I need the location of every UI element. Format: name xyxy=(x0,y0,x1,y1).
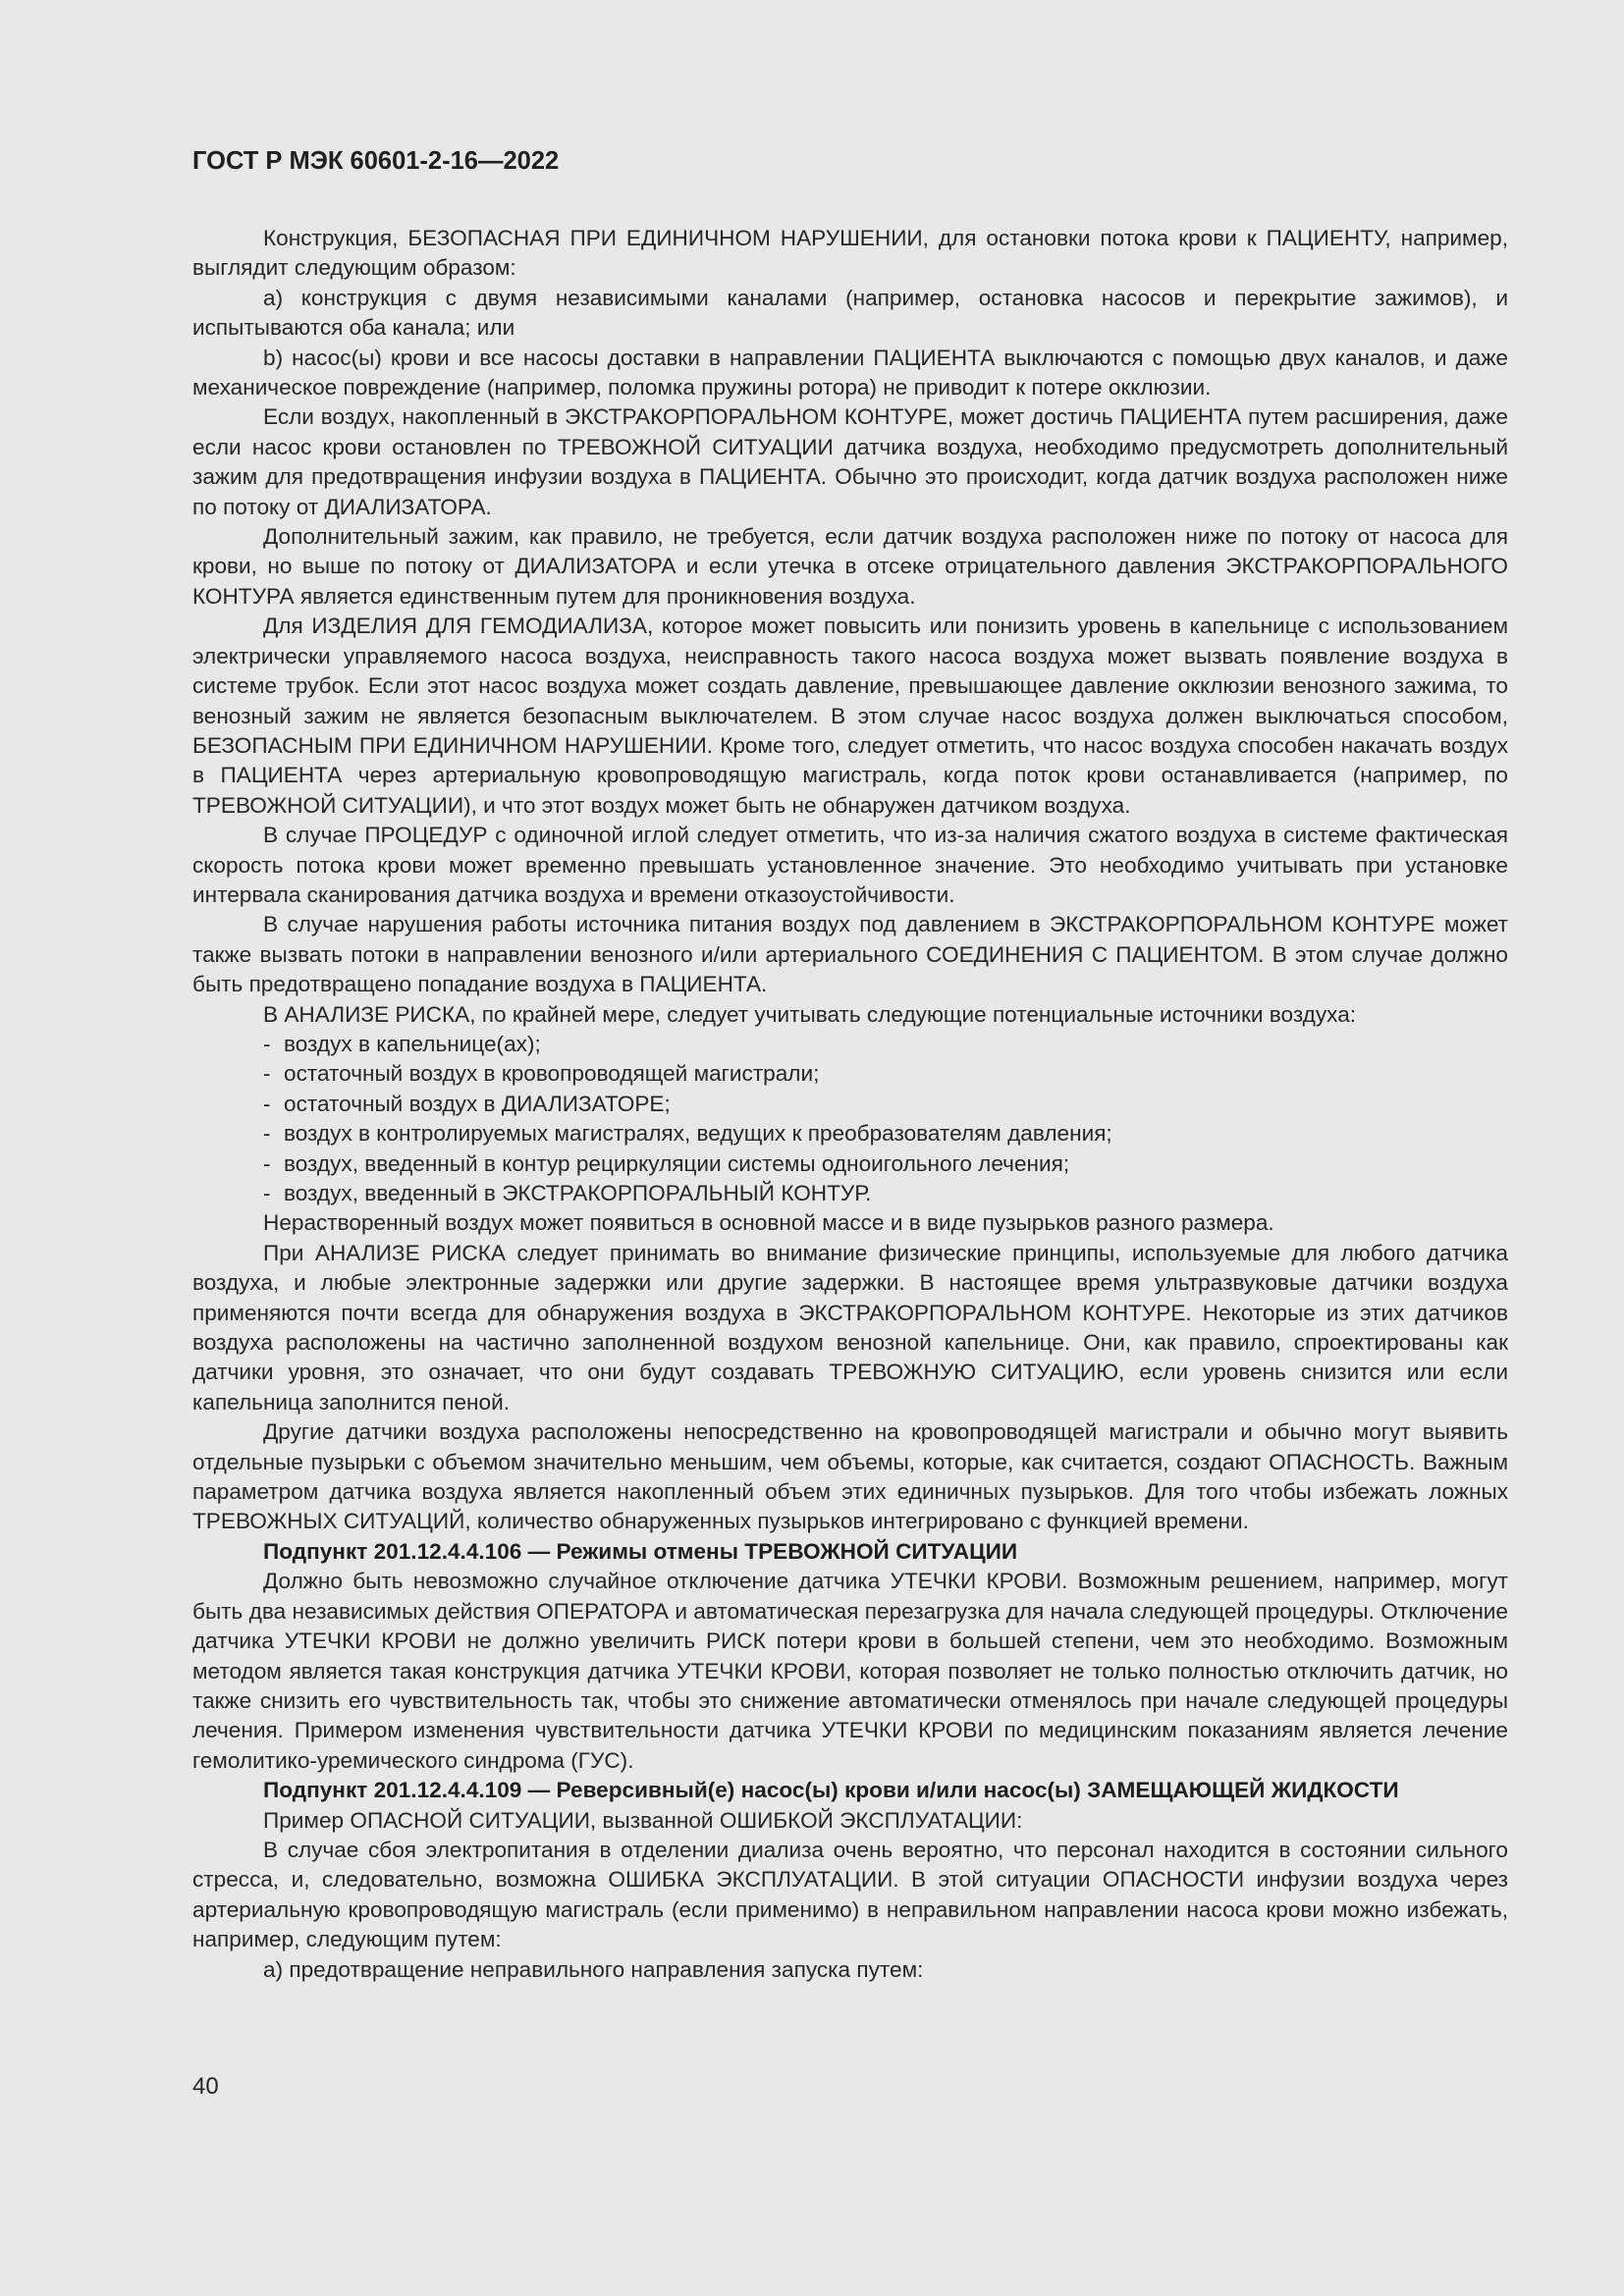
paragraph: b) насос(ы) крови и все насосы доставки в направлении ПАЦИЕНТА выключаются с помощью двух каналов, и даже механическое повреждение (например, поломка пружины ротора) не приводит к потере окклюзии. xyxy=(192,345,1508,400)
document-header: ГОСТ Р МЭК 60601-2-16—2022 xyxy=(192,147,560,175)
paragraph: Нерастворенный воздух может появиться в основной массе и в виде пузырьков разного размера. xyxy=(263,1210,1274,1236)
paragraph: Если воздух, накопленный в ЭКСТРАКОРПОРАЛЬНОМ КОНТУРЕ, может достичь ПАЦИЕНТА путем расширения, даже если насос крови остановлен по ТРЕВОЖНОЙ СИТУАЦИИ датчика воздуха, необходимо предусмотреть дополнительный зажим для предотвращения инфузии воздуха в ПАЦИЕНТА. Обычно это происходит, когда датчик воздуха расположен ниже по потоку от ДИАЛИЗАТОРА. xyxy=(192,404,1508,519)
paragraph: Пример ОПАСНОЙ СИТУАЦИИ, вызванной ОШИБКОЙ ЭКСПЛУАТАЦИИ: xyxy=(263,1807,1023,1833)
paragraph: При АНАЛИЗЕ РИСКА следует принимать во внимание физические принципы, используемые для любого датчика воздуха, и любые электронные задержки или другие задержки. В настоящее время ультразвуковые датчики воздуха применяются почти всегда для обнаружения воздуха в ЭКСТРАКОРПОРАЛЬНОМ КОНТУРЕ. Некоторые из этих датчиков воздуха расположены на частично заполненной воздухом венозной капельнице. Они, как правило, спроектированы как датчики уровня, это означает, что они будут создавать ТРЕВОЖНУЮ СИТУАЦИЮ, если уровень снизится или если капельница заполнится пеной. xyxy=(192,1240,1508,1415)
list-item-text: остаточный воздух в кровопроводящей магистрали; xyxy=(284,1061,820,1087)
list-item xyxy=(192,1149,1508,1179)
page-number: 40 xyxy=(192,2073,219,2100)
list-dash: - xyxy=(263,1091,271,1116)
list-dash: - xyxy=(263,1061,271,1087)
paragraph: В АНАЛИЗЕ РИСКА, по крайней мере, следует учитывать следующие потенциальные источники воздуха: xyxy=(263,1001,1357,1027)
list-item xyxy=(192,1059,1508,1089)
list-item-text: воздух, введенный в контур рециркуляции системы одноигольного лечения; xyxy=(284,1150,1070,1176)
list-dash: - xyxy=(263,1181,271,1205)
paragraph: а) конструкция с двумя независимыми каналами (например, остановка насосов и перекрытие зажимов), и испытываются оба канала; или xyxy=(192,285,1508,341)
list-item xyxy=(192,1119,1508,1148)
paragraph: Для ИЗДЕЛИЯ ДЛЯ ГЕМОДИАЛИЗА, которое может повысить или понизить уровень в капельнице с использованием электрически управляемого насоса воздуха, неисправность такого насоса воздуха может вызвать появление воздуха в системе трубок. Если этот насос воздуха может создать давление, превышающее давление окклюзии венозного зажима, то венозный зажим не является безопасным выключателем. В этом случае насос воздуха должен выключаться способом, БЕЗОПАСНЫМ ПРИ ЕДИНИЧНОМ НАРУШЕНИИ. Кроме того, следует отметить, что насос воздуха способен накачать воздух в ПАЦИЕНТА через артериальную кровопроводящую магистраль, когда поток крови останавливается (например, по ТРЕВОЖНОЙ СИТУАЦИИ), и что этот воздух может быть не обнаружен датчиком воздуха. xyxy=(192,614,1508,818)
paragraph: В случае ПРОЦЕДУР с одиночной иглой следует отметить, что из-за наличия сжатого воздуха в системе фактическая скорость потока крови может временно превышать установленное значение. Это необходимо учитывать при установке интервала сканирования датчика воздуха и времени отказоустойчивости. xyxy=(192,823,1508,907)
list-item-text: остаточный воздух в ДИАЛИЗАТОРЕ; xyxy=(284,1091,671,1116)
subclause-heading: Подпункт 201.12.4.4.106 — Режимы отмены ТРЕВОЖНОЙ СИТУАЦИИ xyxy=(263,1538,1018,1564)
document-body xyxy=(192,224,1508,1985)
paragraph: В случае нарушения работы источника питания воздух под давлением в ЭКСТРАКОРПОРАЛЬНОМ КОНТУРЕ может также вызвать потоки в направлении венозного и/или артериального СОЕДИНЕНИЯ С ПАЦИЕНТОМ. В этом случае должно быть предотвращено попадание воздуха в ПАЦИЕНТА. xyxy=(192,912,1508,997)
paragraph: а) предотвращение неправильного направления запуска путем: xyxy=(263,1956,924,1982)
list-item-text: воздух в контролируемых магистралях, ведущих к преобразователям давления; xyxy=(284,1121,1112,1147)
list-item-text: воздух в капельнице(ах); xyxy=(284,1031,541,1056)
list-item-text: воздух, введенный в ЭКСТРАКОРПОРАЛЬНЫЙ КОНТУР. xyxy=(284,1181,872,1205)
paragraph: Конструкция, БЕЗОПАСНАЯ ПРИ ЕДИНИЧНОМ НАРУШЕНИИ, для остановки потока крови к ПАЦИЕНТУ, например, выглядит следующим образом: xyxy=(192,226,1508,281)
subclause-heading: Подпункт 201.12.4.4.109 — Реверсивный(е) насос(ы) крови и/или насос(ы) ЗАМЕЩАЮЩЕЙ ЖИДКОСТИ xyxy=(263,1778,1399,1803)
list-item xyxy=(192,1030,1508,1059)
paragraph: Другие датчики воздуха расположены непосредственно на кровопроводящей магистрали и обычно могут выявить отдельные пузырьки с объемом значительно меньшим, чем объемы, которые, как считается, создают ОПАСНОСТЬ. Важным параметром датчика воздуха является накопленный объем этих единичных пузырьков. Для того чтобы избежать ложных ТРЕВОЖНЫХ СИТУАЦИЙ, количество обнаруженных пузырьков интегрировано с функцией времени. xyxy=(192,1419,1508,1534)
paragraph: В случае сбоя электропитания в отделении диализа очень вероятно, что персонал находится в состоянии сильного стресса, и, следовательно, возможна ОШИБКА ЭКСПЛУАТАЦИИ. В этой ситуации ОПАСНОСТИ инфузии воздуха через артериальную кровопроводящую магистраль (если применимо) в неправильном направлении насоса крови можно избежать, например, следующим путем: xyxy=(192,1837,1508,1952)
paragraph: Дополнительный зажим, как правило, не требуется, если датчик воздуха расположен ниже по потоку от насоса для крови, но выше по потоку от ДИАЛИЗАТОРА и если утечка в отсеке отрицательного давления ЭКСТРАКОРПОРАЛЬНОГО КОНТУРА является единственным путем для проникновения воздуха. xyxy=(192,524,1508,609)
list-dash: - xyxy=(263,1150,271,1176)
list-item xyxy=(192,1179,1508,1208)
paragraph: Должно быть невозможно случайное отключение датчика УТЕЧКИ КРОВИ. Возможным решением, например, могут быть два независимых действия ОПЕРАТОРА и автоматическая перезагрузка для начала следующей процедуры. Отключение датчика УТЕЧКИ КРОВИ не должно увеличить РИСК потери крови в большей степени, чем это необходимо. Возможным методом является такая конструкция датчика УТЕЧКИ КРОВИ, которая позволяет не только полностью отключить датчик, но также снизить его чувствительность так, чтобы это снижение автоматически отменялось при начале следующей процедуры лечения. Примером изменения чувствительности датчика УТЕЧКИ КРОВИ по медицинским показаниям является лечение гемолитико-уремического синдрома (ГУС). xyxy=(192,1569,1508,1773)
list-dash: - xyxy=(263,1121,271,1147)
list-item xyxy=(192,1090,1508,1119)
list-dash: - xyxy=(263,1031,271,1056)
